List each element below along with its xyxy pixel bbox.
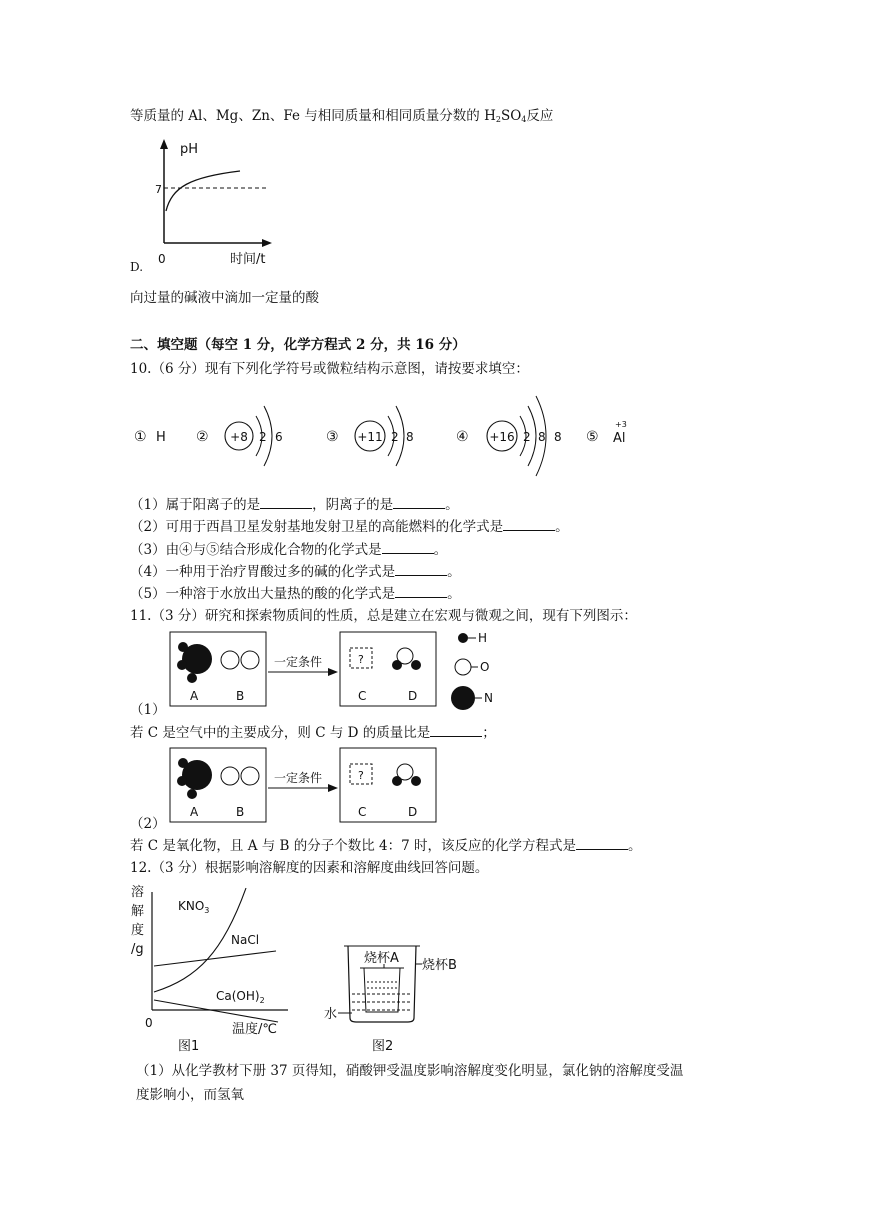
legend-n-atom: [451, 686, 475, 710]
x-axis-label: 温度/℃: [232, 1022, 277, 1037]
sulfur-shell-3: 8: [554, 430, 562, 444]
option-d-label: D.: [130, 260, 144, 274]
answer-blank[interactable]: [430, 724, 482, 737]
q11-p1-text-a: 若 C 是空气中的主要成分，则 C 与 D 的质量比是: [130, 725, 431, 741]
y-label-1: 溶: [131, 885, 145, 900]
origin-label: 0: [145, 1016, 153, 1030]
q12-stem: 12.（3 分）根据影响溶解度的因素和溶解度曲线回答问题。: [130, 860, 489, 876]
answer-blank[interactable]: [576, 837, 628, 850]
item-2-number: ②: [196, 429, 209, 445]
label-a: A: [190, 689, 199, 703]
sulfur-charge: +16: [489, 430, 515, 444]
water-label: 水: [324, 1007, 338, 1022]
label-b: B: [236, 805, 245, 819]
caoh2-label: $Ca(OH)_2$: [216, 989, 265, 1005]
q10-p5-text-a: （5）一种溶于水放出大量热的酸的化学式是: [130, 586, 396, 602]
intro-line-post: 反应: [526, 108, 554, 124]
q12-part1-line1: （1）从化学教材下册 37 页得知，硝酸钾受温度影响溶解度变化明显，氯化钠的溶解度受温: [136, 1063, 684, 1079]
unknown-c: ?: [358, 769, 364, 782]
al-symbol: Al: [613, 431, 626, 446]
q10-structures: [130, 392, 690, 482]
q10-p3-text-b: 。: [433, 542, 448, 558]
arrow-condition: 一定条件: [274, 655, 323, 669]
q10-p2-text-b: 。: [555, 519, 569, 535]
beaker-b-label: 烧杯B: [422, 958, 457, 973]
q10-part5: [130, 585, 461, 602]
q10-p1-text-c: 。: [445, 497, 459, 513]
answer-blank[interactable]: [393, 496, 445, 509]
oxygen-charge: +8: [230, 430, 248, 444]
answer-blank[interactable]: [382, 541, 434, 554]
q10-part1: [130, 496, 459, 513]
label-c: C: [358, 805, 367, 819]
sodium-shell-2: 8: [406, 430, 414, 444]
q10-p2-text-a: （2）可用于西昌卫星发射基地发射卫星的高能燃料的化学式是: [130, 519, 504, 535]
label-c: C: [358, 689, 367, 703]
q11-p2-text-a: 若 C 是氧化物，且 A 与 B 的分子个数比 4：7 时，该反应的化学方程式是: [130, 838, 577, 854]
label-d: D: [408, 805, 418, 819]
q10-p4-text-a: （4）一种用于治疗胃酸过多的碱的化学式是: [130, 564, 396, 580]
q10-stem: 10.（6 分）现有下列化学符号或微粒结构示意图，请按要求填空：: [130, 361, 529, 377]
intro-line-pre: 等质量的 Al、Mg、Zn、Fe 与相同质量和相同质量分数的 H: [130, 108, 496, 124]
item-5-number: ⑤: [586, 429, 599, 445]
sulfur-shell-2: 8: [538, 430, 546, 444]
beaker-diagram: [320, 882, 500, 1057]
q10-p1-text-a: （1）属于阳离子的是: [130, 497, 261, 513]
q11-part1-label: （1）: [130, 702, 166, 718]
q11-p1-text-b: ；: [482, 725, 496, 741]
q10-p1-text-b: ，阴离子的是: [312, 497, 394, 513]
q10-part2: [130, 518, 569, 535]
fig2-caption: 图2: [372, 1039, 394, 1054]
q12-part1-line2: 度影响小，而氢氧: [136, 1087, 244, 1103]
legend-o-atom: [455, 659, 471, 675]
answer-blank[interactable]: [260, 496, 312, 509]
oxygen-shell-2: 6: [275, 430, 283, 444]
item-1-number: ①: [134, 429, 147, 445]
sulfur-shell-1: 2: [523, 430, 531, 444]
q10-part4: [130, 563, 461, 580]
beaker-a-label: 烧杯A: [364, 951, 399, 966]
unknown-c: ?: [358, 653, 364, 666]
so4-subscript: 4: [521, 115, 527, 124]
fig1-caption: 图1: [178, 1039, 200, 1054]
q11-stem: 11.（3 分）研究和探索物质间的性质，总是建立在宏观与微观之间，现有下列图示：: [130, 608, 637, 624]
answer-blank[interactable]: [503, 518, 555, 531]
ph-origin-label: 0: [158, 252, 166, 266]
item-3-number: ③: [326, 429, 339, 445]
answer-blank[interactable]: [395, 563, 447, 576]
label-d: D: [408, 689, 418, 703]
answer-blank[interactable]: [395, 585, 447, 598]
beaker-a-outline: [364, 968, 400, 1012]
item-4-number: ④: [456, 429, 469, 445]
y-label-3: 度: [131, 923, 145, 938]
intro-line: [130, 108, 553, 128]
reaction-diagram-1: [170, 628, 550, 712]
sodium-shell-1: 2: [391, 430, 399, 444]
h2-subscript: 2: [495, 115, 501, 124]
nacl-curve: [154, 951, 276, 966]
al-valence: +3: [615, 420, 627, 429]
ph-axis-label: pH: [180, 142, 199, 157]
legend-n: N: [484, 691, 493, 705]
legend-h-atom: [458, 633, 468, 643]
q11-part2-label: （2）: [130, 816, 166, 832]
q11-part2: [130, 837, 642, 854]
sodium-charge: +11: [357, 430, 383, 444]
so-text: SO: [500, 108, 522, 124]
q10-p4-text-b: 。: [447, 564, 461, 580]
q11-part1: [130, 724, 496, 741]
q11-p2-text-b: 。: [628, 838, 642, 854]
legend-o: O: [480, 660, 490, 674]
ph-curve: [166, 171, 240, 211]
y-label-4: /g: [131, 942, 144, 957]
oxygen-shell-1: 2: [259, 430, 267, 444]
q10-p5-text-b: 。: [447, 586, 461, 602]
ph-seven-label: 7: [155, 183, 162, 196]
y-label-2: 解: [131, 904, 145, 919]
kno3-label: $KNO_3$: [178, 899, 210, 915]
section-heading: 二、填空题（每空 1 分，化学方程式 2 分，共 16 分）: [130, 337, 466, 353]
q10-p3-text-a: （3）由④与⑤结合形成化合物的化学式是: [130, 542, 382, 558]
reaction-diagram-2: [170, 744, 440, 828]
legend-h: H: [478, 631, 488, 645]
ph-x-label: 时间/t: [230, 252, 266, 267]
arrow-condition: 一定条件: [274, 771, 323, 785]
nacl-label: NaCl: [231, 933, 260, 947]
option-d-text: 向过量的碱液中滴加一定量的酸: [130, 290, 319, 306]
label-a: A: [190, 805, 199, 819]
ph-graph: [150, 135, 280, 275]
label-b: B: [236, 689, 245, 703]
solubility-chart: [128, 882, 308, 1057]
item-1-symbol: H: [156, 430, 166, 445]
q10-part3: [130, 541, 447, 558]
